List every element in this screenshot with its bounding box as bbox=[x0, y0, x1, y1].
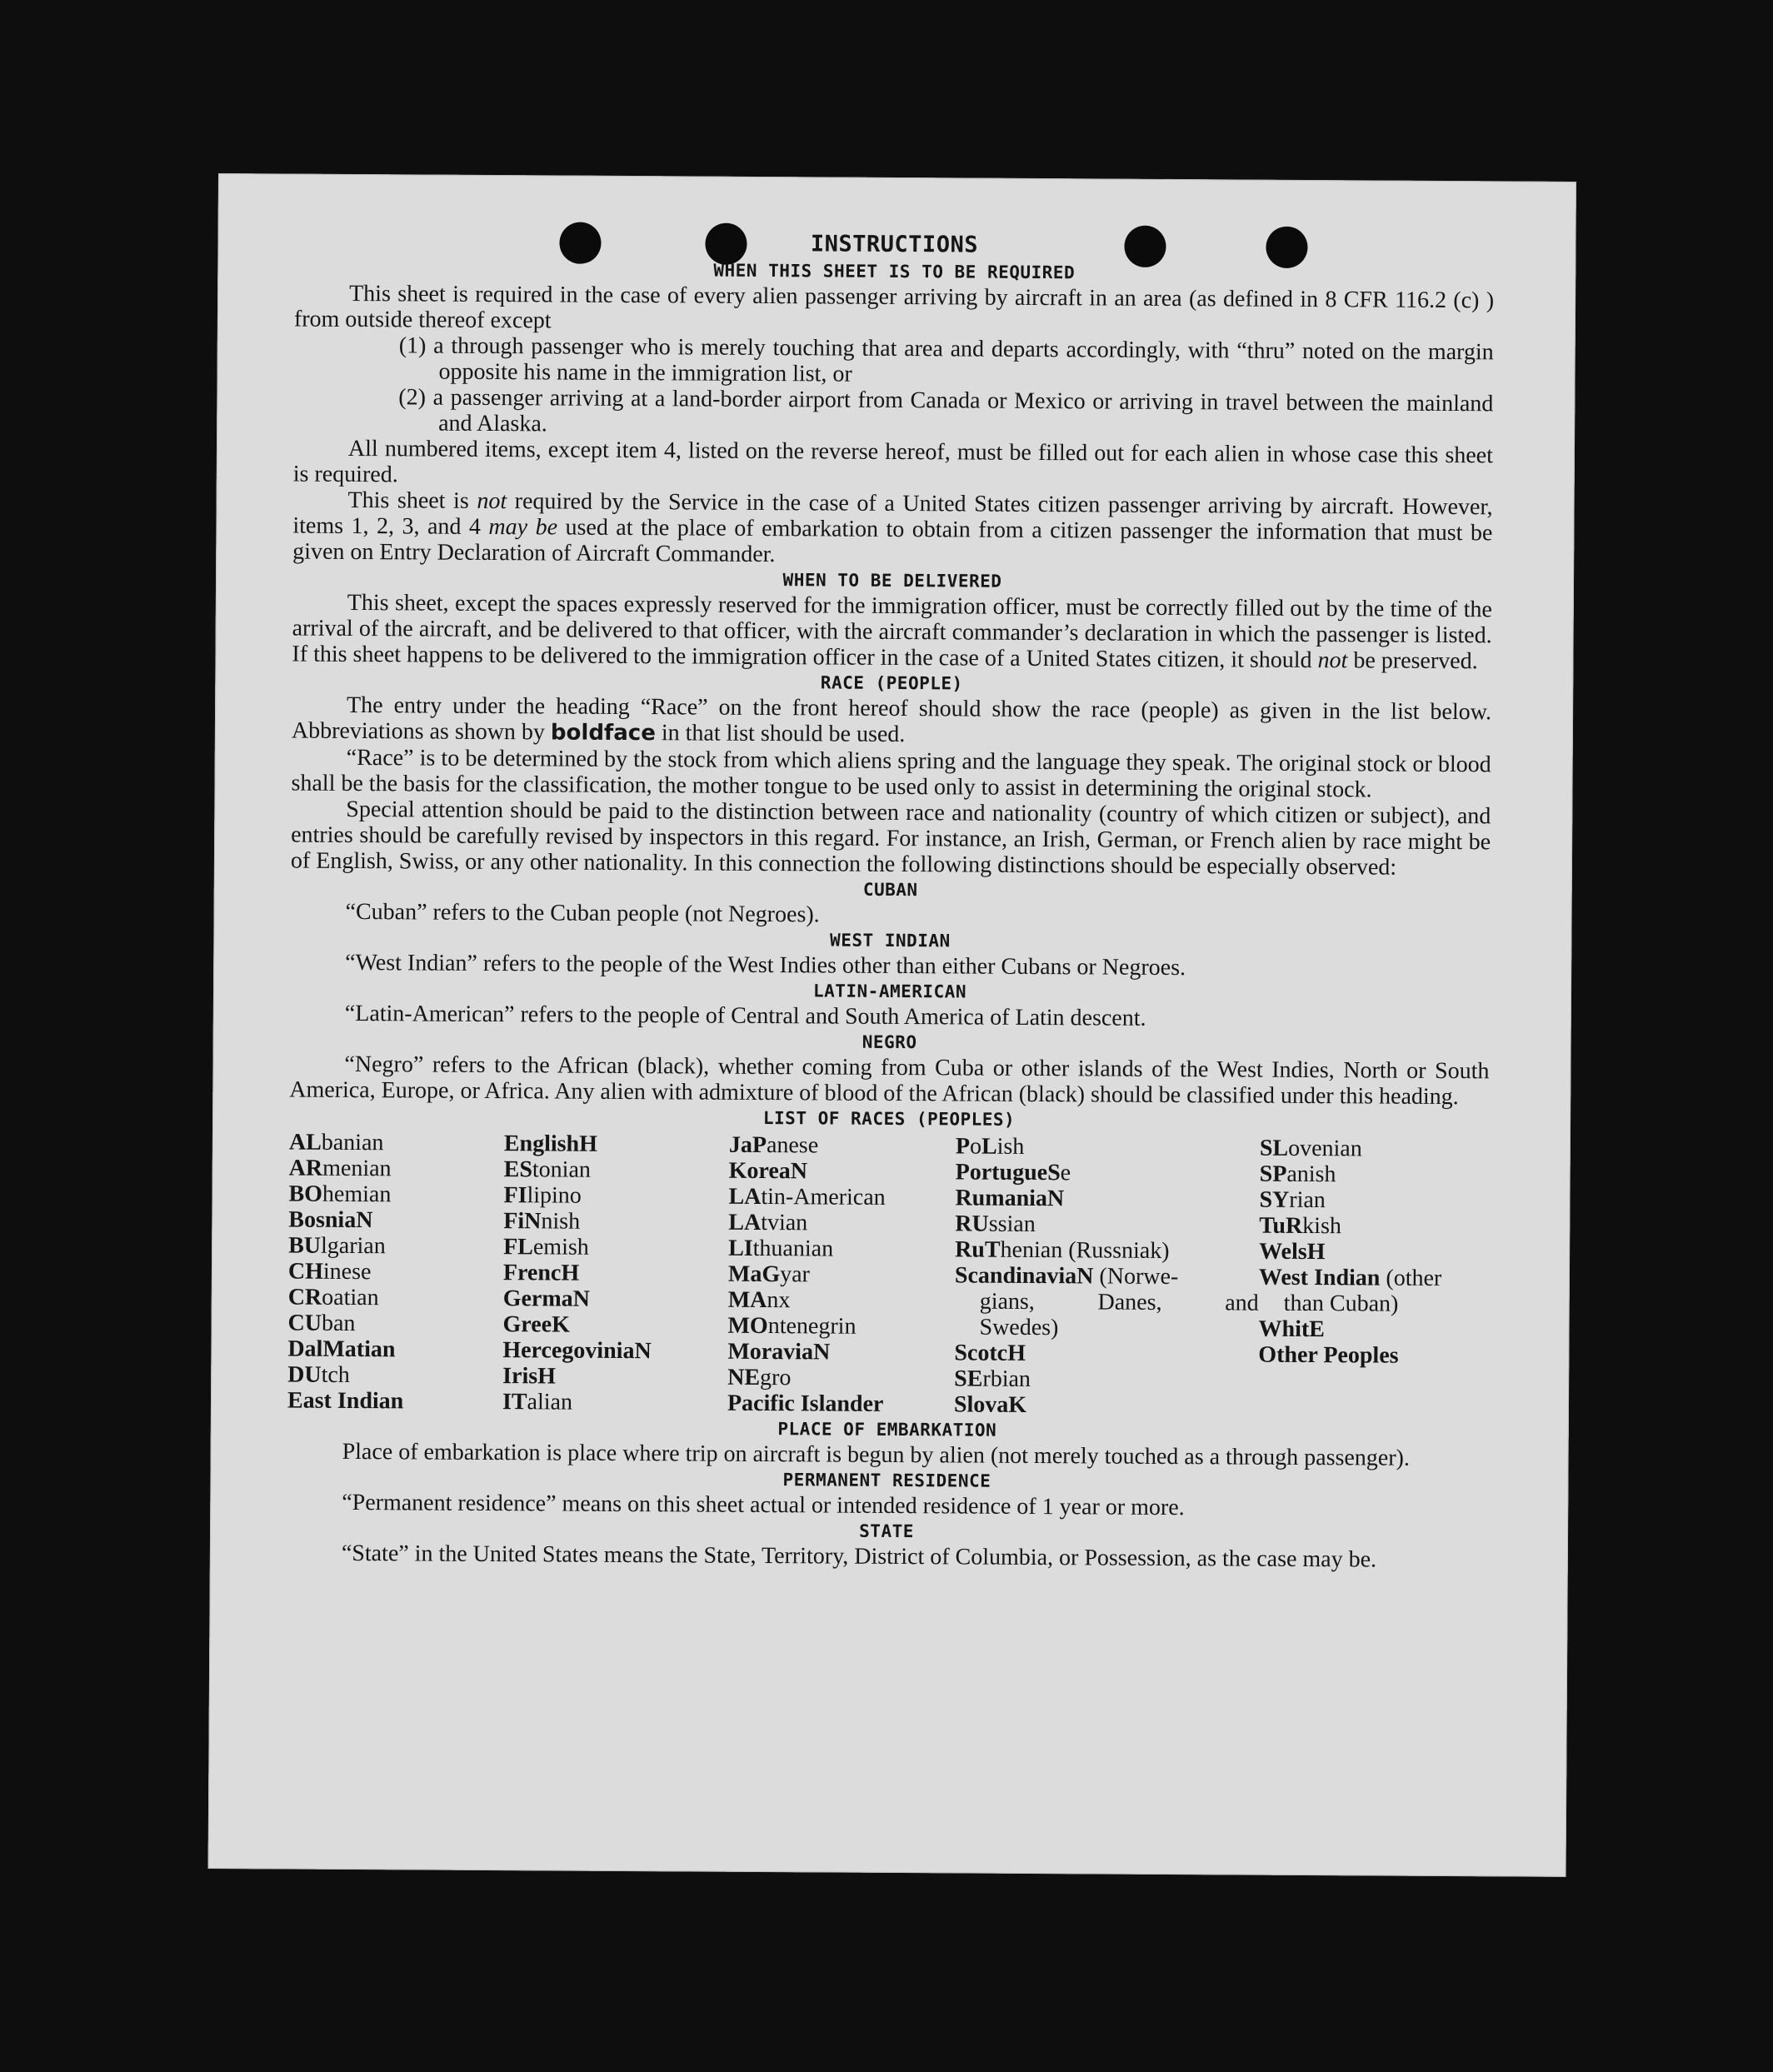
race-column-1 bbox=[287, 1130, 504, 1415]
race-item: PortugueSe bbox=[955, 1159, 1071, 1186]
race-item: ScotcH bbox=[954, 1340, 1026, 1366]
race-item: EnglishH bbox=[503, 1131, 598, 1157]
heading-place-of-embarkation: PLACE OF EMBARKATION bbox=[777, 1419, 997, 1440]
race-item: FLemish bbox=[503, 1234, 589, 1261]
race-item: CRoatian bbox=[287, 1284, 379, 1311]
para-numbered-items: All numbered items, except item 4, listed on the reverse hereof, must be filled out for each alien in whose case this sheet is required. bbox=[292, 435, 1494, 488]
heading-list-of-races: LIST OF RACES (PEOPLES) bbox=[762, 1108, 1016, 1130]
race-item: MaGyar bbox=[727, 1261, 811, 1288]
race-item: LIthuanian bbox=[728, 1235, 834, 1262]
race-item: Pacific Islander bbox=[727, 1390, 884, 1417]
race-item: MAnx bbox=[727, 1286, 791, 1314]
para-required-intro: This sheet is required in the case of every alien passenger arriving by aircraft in an area (as defined in 8 CFR 116.2 (c) ) from outside thereof except bbox=[293, 280, 1495, 334]
heading-race: RACE (PEOPLE) bbox=[820, 672, 963, 694]
exception-list bbox=[293, 332, 1494, 443]
para-embarkation: Place of embarkation is place where trip on aircraft is begun by alien (not merely touched as a through passenger). bbox=[342, 1438, 1411, 1471]
race-item: GreeK bbox=[502, 1311, 571, 1338]
heading-permanent-residence: PERMANENT RESIDENCE bbox=[782, 1470, 991, 1491]
race-item: MoraviaN bbox=[727, 1338, 831, 1366]
race-item-continued: than Cuban) bbox=[1283, 1290, 1399, 1317]
race-item: ARmenian bbox=[288, 1155, 392, 1182]
race-item: SlovaK bbox=[953, 1391, 1027, 1418]
race-item: SErbian bbox=[954, 1366, 1031, 1392]
race-item: WelsH bbox=[1259, 1238, 1326, 1266]
race-item: EStonian bbox=[503, 1156, 592, 1183]
race-item: SYrian bbox=[1259, 1186, 1326, 1214]
para-citizen: This sheet is not required by the Service in the case of a United States citizen passenger arriving by aircraft. However, items 1, 2, 3, and 4 may be used at the place of embarkation to obtain from a citizen passenger the information that must be given on Entry Declaration of Aircraft Commander. bbox=[292, 487, 1493, 568]
race-item: BUlgarian bbox=[288, 1232, 386, 1260]
race-item: BosniaN bbox=[288, 1206, 373, 1234]
race-item: MOntenegrin bbox=[727, 1312, 857, 1340]
para-residence: “Permanent residence” means on this sheet actual or intended residence of 1 year or more. bbox=[342, 1489, 1185, 1521]
instruction-sheet bbox=[208, 173, 1576, 1877]
race-item: LAtin-American bbox=[728, 1183, 886, 1211]
race-item: RumaniaN bbox=[955, 1185, 1065, 1212]
race-item: CHinese bbox=[287, 1258, 372, 1286]
race-item: HercegoviniaN bbox=[502, 1337, 652, 1365]
race-item: East Indian bbox=[287, 1387, 404, 1415]
race-item-continued: Swedes) bbox=[979, 1314, 1059, 1341]
race-column-5 bbox=[1258, 1136, 1489, 1421]
para-state: “State” in the United States means the State, Territory, District of Columbia, or Possession, as the case may be. bbox=[341, 1540, 1377, 1573]
race-item: SPanish bbox=[1259, 1161, 1336, 1188]
para-race-distinction: Special attention should be paid to the distinction between race and nationality (country of which citizen or subject), and entries should be carefully revised by inspectors in this regard. For instance, an Irish, German, or French alien by race might be of English, Swiss, or any other nationality. In this connection the following distinctions should be especially observed: bbox=[290, 796, 1491, 881]
heading-west-indian: WEST INDIAN bbox=[830, 930, 951, 951]
heading-state: STATE bbox=[859, 1520, 914, 1542]
para-cuban: “Cuban” refers to the Cuban people (not Negroes). bbox=[345, 898, 820, 928]
race-item: RUssian bbox=[955, 1211, 1036, 1238]
race-item: NEgro bbox=[727, 1364, 792, 1391]
race-item: Other Peoples bbox=[1258, 1341, 1399, 1369]
heading-when-delivered: WHEN TO BE DELIVERED bbox=[782, 570, 1002, 592]
race-item: LAtvian bbox=[728, 1209, 808, 1236]
race-item: TuRkish bbox=[1259, 1212, 1342, 1240]
race-column-2 bbox=[502, 1131, 729, 1416]
race-item: IrisH bbox=[502, 1363, 557, 1390]
heading-latin-american: LATIN-AMERICAN bbox=[812, 981, 967, 1002]
race-item: CUban bbox=[287, 1310, 356, 1337]
race-item: BOhemian bbox=[288, 1181, 392, 1208]
para-negro: “Negro” refers to the African (black), whether coming from Cuba or other islands of the West Indies, North or South America, Europe, or Africa. Any alien with admixture of blood of the African (black) should be classified under this heading. bbox=[289, 1051, 1490, 1111]
race-item: FIlipino bbox=[503, 1182, 582, 1209]
race-item: JaPanese bbox=[728, 1131, 819, 1159]
race-column-4 bbox=[954, 1133, 1260, 1419]
race-item: DalMatian bbox=[287, 1336, 396, 1363]
page-title: INSTRUCTIONS bbox=[810, 231, 979, 258]
race-item: ITalian bbox=[502, 1389, 573, 1415]
race-item: RuThenian (Russniak) bbox=[955, 1236, 1170, 1264]
heading-negro: NEGRO bbox=[862, 1031, 917, 1053]
race-item: WhitE bbox=[1258, 1316, 1326, 1343]
race-item: FiNnish bbox=[503, 1208, 581, 1235]
race-item: West Indian (other bbox=[1258, 1264, 1442, 1291]
race-item: ScandinaviaN (Norwe- bbox=[954, 1262, 1179, 1291]
race-item: SLovenian bbox=[1259, 1135, 1362, 1162]
race-item: GermaN bbox=[502, 1286, 591, 1312]
race-item: ALbanian bbox=[288, 1129, 384, 1156]
para-race-stock: “Race” is to be determined by the stock from which aliens spring and the language they speak. The original stock or blood shall be the basis for the classification, the mother tongue to be used only to assist in determining the original stock. bbox=[291, 744, 1491, 803]
heading-cuban: CUBAN bbox=[862, 879, 918, 901]
para-latin-american: “Latin-American” refers to the people of Central and South America of Latin descent. bbox=[344, 1000, 1146, 1031]
race-column-3 bbox=[727, 1132, 956, 1418]
exception-1: (1) a through passenger who is merely touching that area and departs accordingly, with “thru” noted on the margin opposite his name in the immigration list, or bbox=[398, 332, 1494, 387]
para-race-entry: The entry under the heading “Race” on the front hereof should show the race (people) as given in the list below. Abbreviations as shown by boldface in that list should be used. bbox=[291, 691, 1492, 748]
sheet-content bbox=[287, 227, 1495, 1574]
race-list bbox=[287, 1130, 1489, 1421]
para-west-indian: “West Indian” refers to the people of the West Indies other than either Cubans or Negroes. bbox=[345, 949, 1186, 981]
race-item: KoreaN bbox=[728, 1157, 808, 1185]
heading-when-required: WHEN THIS SHEET IS TO BE REQUIRED bbox=[713, 260, 1076, 283]
race-item: FrencH bbox=[502, 1260, 580, 1286]
race-item-continued: gians, Danes, and bbox=[979, 1288, 1259, 1316]
race-item: PoLish bbox=[955, 1133, 1025, 1160]
exception-2: (2) a passenger arriving at a land-border airport from Canada or Mexico or arriving in travel between the mainland and Alaska. bbox=[398, 384, 1494, 437]
race-item: DUtch bbox=[287, 1361, 350, 1388]
para-delivered: This sheet, except the spaces expressly reserved for the immigration officer, must be correctly filled out by the time of the arrival of the aircraft, and be delivered to that officer, with the aircraft commander’s declaration in which the passenger is listed. If this sheet happens to be delivered to the immigration officer in the case of a United States citizen, it should not be preserved. bbox=[292, 589, 1492, 675]
